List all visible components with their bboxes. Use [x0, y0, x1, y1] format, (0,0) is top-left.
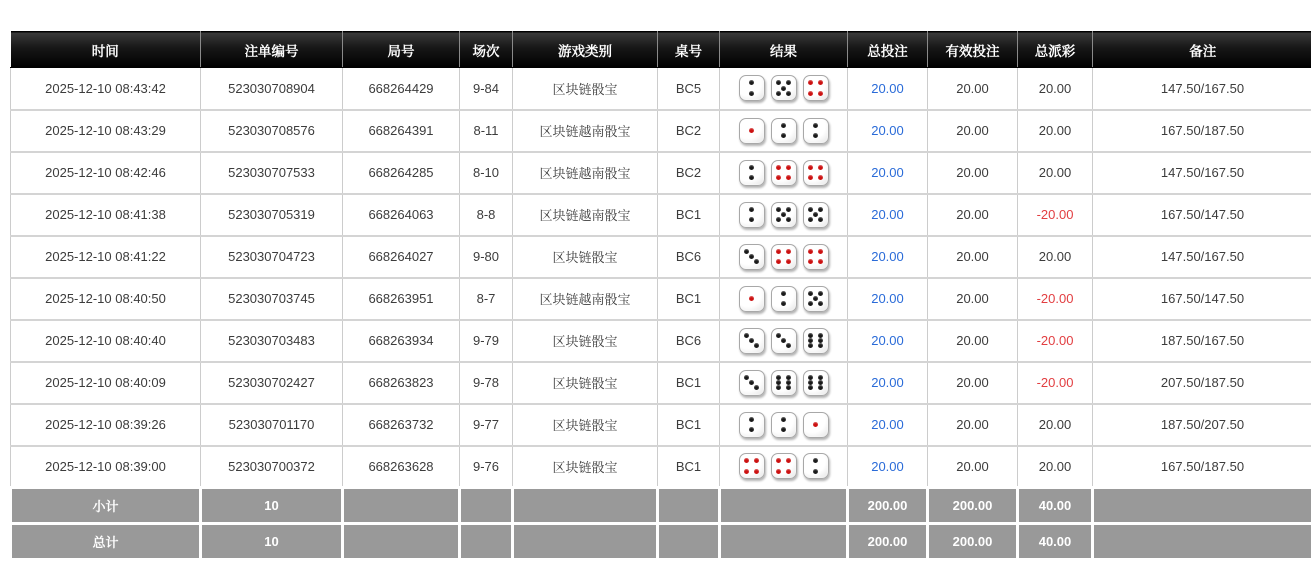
table-row: [11, 110, 1311, 152]
die-4-icon: [739, 453, 765, 479]
cell-bet-id: 523030700372: [201, 446, 343, 488]
cell-payout: -20.00: [1018, 362, 1093, 404]
table-row: [11, 194, 1311, 236]
die-4-icon: [803, 244, 829, 270]
cell-result: [720, 446, 848, 488]
cell-time: 2025-12-10 08:43:42: [11, 68, 201, 110]
summary-empty-round: [343, 488, 460, 524]
die-2-icon: [739, 75, 765, 101]
cell-table-no: BC1: [658, 362, 720, 404]
cell-round-id: 668263628: [343, 446, 460, 488]
summary-row: [11, 488, 1311, 524]
die-3-icon: [739, 370, 765, 396]
table-body: [11, 68, 1311, 488]
cell-result: [720, 320, 848, 362]
cell-session: 9-78: [460, 362, 513, 404]
total-bet-link[interactable]: 20.00: [871, 291, 904, 306]
dice-result: [723, 286, 844, 312]
cell-table-no: BC1: [658, 278, 720, 320]
cell-remark: 147.50/167.50: [1093, 152, 1311, 194]
cell-round-id: 668263951: [343, 278, 460, 320]
die-5-icon: [803, 286, 829, 312]
cell-game: 区块链骰宝: [513, 236, 658, 278]
cell-result: [720, 152, 848, 194]
col-header-session: 场次: [460, 32, 513, 68]
dice-result: [723, 160, 844, 186]
die-6-icon: [803, 328, 829, 354]
cell-table-no: BC5: [658, 68, 720, 110]
cell-session: 9-76: [460, 446, 513, 488]
cell-result: [720, 278, 848, 320]
cell-table-no: BC1: [658, 194, 720, 236]
die-2-icon: [771, 412, 797, 438]
cell-total-bet: [848, 362, 928, 404]
cell-valid-bet: 20.00: [928, 320, 1018, 362]
total-bet-link[interactable]: 20.00: [871, 333, 904, 348]
summary-label: 总计: [11, 524, 201, 560]
summary-empty-session: [460, 488, 513, 524]
die-2-icon: [739, 160, 765, 186]
cell-payout: 20.00: [1018, 152, 1093, 194]
cell-game: 区块链骰宝: [513, 320, 658, 362]
cell-bet-id: 523030702427: [201, 362, 343, 404]
summary-empty-game: [513, 488, 658, 524]
cell-result: [720, 110, 848, 152]
summary-count: 10: [201, 488, 343, 524]
dice-result: [723, 328, 844, 354]
summary-empty-session: [460, 524, 513, 560]
cell-time: 2025-12-10 08:39:26: [11, 404, 201, 446]
cell-payout: -20.00: [1018, 194, 1093, 236]
cell-valid-bet: 20.00: [928, 278, 1018, 320]
table-row: [11, 404, 1311, 446]
cell-result: [720, 236, 848, 278]
summary-payout: 40.00: [1018, 524, 1093, 560]
die-5-icon: [771, 75, 797, 101]
cell-bet-id: 523030703745: [201, 278, 343, 320]
cell-remark: 207.50/187.50: [1093, 362, 1311, 404]
cell-game: 区块链越南骰宝: [513, 278, 658, 320]
cell-payout: 20.00: [1018, 110, 1093, 152]
cell-valid-bet: 20.00: [928, 362, 1018, 404]
cell-total-bet: [848, 320, 928, 362]
cell-game: 区块链骰宝: [513, 404, 658, 446]
cell-time: 2025-12-10 08:43:29: [11, 110, 201, 152]
cell-table-no: BC2: [658, 152, 720, 194]
total-bet-link[interactable]: 20.00: [871, 207, 904, 222]
cell-payout: 20.00: [1018, 68, 1093, 110]
cell-round-id: 668263934: [343, 320, 460, 362]
table-row: [11, 236, 1311, 278]
cell-table-no: BC1: [658, 446, 720, 488]
header-row: [11, 32, 1311, 68]
cell-time: 2025-12-10 08:41:22: [11, 236, 201, 278]
summary-empty-table: [658, 524, 720, 560]
cell-valid-bet: 20.00: [928, 152, 1018, 194]
cell-remark: 147.50/167.50: [1093, 68, 1311, 110]
total-bet-link[interactable]: 20.00: [871, 458, 904, 474]
cell-round-id: 668264429: [343, 68, 460, 110]
cell-payout: -20.00: [1018, 320, 1093, 362]
die-3-icon: [739, 328, 765, 354]
table-header: [11, 32, 1311, 68]
cell-total-bet: [848, 236, 928, 278]
cell-result: [720, 194, 848, 236]
dice-result: [723, 244, 844, 270]
summary-empty-remark: [1093, 524, 1311, 560]
col-header-total-bet: 总投注: [848, 32, 928, 68]
cell-session: 9-77: [460, 404, 513, 446]
cell-valid-bet: 20.00: [928, 236, 1018, 278]
die-2-icon: [771, 286, 797, 312]
total-bet-link[interactable]: 20.00: [871, 417, 904, 432]
cell-time: 2025-12-10 08:42:46: [11, 152, 201, 194]
bet-records-table: [9, 31, 1311, 561]
cell-bet-id: 523030708576: [201, 110, 343, 152]
table-footer: [11, 488, 1311, 560]
dice-result: [723, 118, 844, 144]
die-2-icon: [739, 202, 765, 228]
cell-payout: 20.00: [1018, 446, 1093, 488]
total-bet-link[interactable]: 20.00: [871, 249, 904, 264]
cell-session: 9-79: [460, 320, 513, 362]
table-row: [11, 320, 1311, 362]
cell-bet-id: 523030707533: [201, 152, 343, 194]
die-1-icon: [739, 118, 765, 144]
die-2-icon: [739, 412, 765, 438]
die-4-icon: [803, 75, 829, 101]
summary-row: [11, 524, 1311, 560]
cell-result: [720, 68, 848, 110]
dice-result: [723, 75, 844, 101]
die-2-icon: [803, 118, 829, 144]
summary-empty-table: [658, 488, 720, 524]
summary-empty-remark: [1093, 488, 1311, 524]
cell-table-no: BC1: [658, 404, 720, 446]
summary-payout: 40.00: [1018, 488, 1093, 524]
die-4-icon: [771, 453, 797, 479]
die-1-icon: [803, 412, 829, 438]
cell-total-bet: [848, 194, 928, 236]
cell-round-id: 668263732: [343, 404, 460, 446]
cell-total-bet: [848, 404, 928, 446]
cell-payout: 20.00: [1018, 236, 1093, 278]
die-5-icon: [771, 202, 797, 228]
die-4-icon: [803, 160, 829, 186]
cell-session: 8-7: [460, 278, 513, 320]
cell-session: 8-10: [460, 152, 513, 194]
cell-total-bet: [848, 110, 928, 152]
dice-result: [723, 202, 844, 228]
cell-valid-bet: 20.00: [928, 194, 1018, 236]
cell-remark: 187.50/167.50: [1093, 320, 1311, 362]
col-header-result: 结果: [720, 32, 848, 68]
total-bet-link[interactable]: 20.00: [871, 375, 904, 390]
cell-round-id: 668263823: [343, 362, 460, 404]
cell-game: 区块链骰宝: [513, 362, 658, 404]
cell-game: 区块链骰宝: [513, 68, 658, 110]
cell-total-bet: [848, 446, 928, 488]
summary-empty-round: [343, 524, 460, 560]
cell-game: 区块链越南骰宝: [513, 194, 658, 236]
die-2-icon: [771, 118, 797, 144]
cell-valid-bet: 20.00: [928, 110, 1018, 152]
total-bet-link[interactable]: 20.00: [871, 165, 904, 180]
cell-bet-id: 523030704723: [201, 236, 343, 278]
cell-payout: 20.00: [1018, 404, 1093, 446]
cell-session: 8-11: [460, 110, 513, 152]
die-3-icon: [771, 328, 797, 354]
table-row: [11, 152, 1311, 194]
cell-valid-bet: 20.00: [928, 446, 1018, 488]
cell-session: 8-8: [460, 194, 513, 236]
table-row: [11, 362, 1311, 404]
die-3-icon: [739, 244, 765, 270]
die-6-icon: [803, 370, 829, 396]
cell-valid-bet: 20.00: [928, 68, 1018, 110]
dice-result: [723, 412, 844, 438]
cell-bet-id: 523030708904: [201, 68, 343, 110]
cell-result: [720, 362, 848, 404]
cell-total-bet: [848, 68, 928, 110]
cell-remark: 167.50/147.50: [1093, 194, 1311, 236]
cell-remark: 167.50/187.50: [1093, 446, 1311, 488]
summary-count: 10: [201, 524, 343, 560]
cell-bet-id: 523030705319: [201, 194, 343, 236]
die-2-icon: [803, 453, 829, 479]
summary-empty-result: [720, 488, 848, 524]
die-4-icon: [771, 160, 797, 186]
cell-remark: 167.50/147.50: [1093, 278, 1311, 320]
cell-round-id: 668264063: [343, 194, 460, 236]
cell-bet-id: 523030703483: [201, 320, 343, 362]
cell-remark: 187.50/207.50: [1093, 404, 1311, 446]
cell-session: 9-84: [460, 68, 513, 110]
die-4-icon: [771, 244, 797, 270]
dice-result: [723, 370, 844, 396]
cell-table-no: BC2: [658, 110, 720, 152]
die-6-icon: [771, 370, 797, 396]
cell-valid-bet: 20.00: [928, 404, 1018, 446]
cell-table-no: BC6: [658, 236, 720, 278]
die-5-icon: [803, 202, 829, 228]
table-row: [11, 446, 1311, 488]
cell-game: 区块链骰宝: [513, 446, 658, 488]
col-header-payout: 总派彩: [1018, 32, 1093, 68]
cell-game: 区块链越南骰宝: [513, 110, 658, 152]
col-header-table-no: 桌号: [658, 32, 720, 68]
col-header-game: 游戏类别: [513, 32, 658, 68]
summary-empty-result: [720, 524, 848, 560]
table-row: [11, 278, 1311, 320]
total-bet-link[interactable]: 20.00: [871, 80, 904, 96]
cell-time: 2025-12-10 08:40:40: [11, 320, 201, 362]
cell-result: [720, 404, 848, 446]
cell-remark: 167.50/187.50: [1093, 110, 1311, 152]
col-header-remark: 备注: [1093, 32, 1311, 68]
cell-time: 2025-12-10 08:41:38: [11, 194, 201, 236]
die-1-icon: [739, 286, 765, 312]
summary-label: 小计: [11, 488, 201, 524]
summary-total-bet: 200.00: [848, 488, 928, 524]
total-bet-link[interactable]: 20.00: [871, 123, 904, 138]
cell-game: 区块链越南骰宝: [513, 152, 658, 194]
summary-valid-bet: 200.00: [928, 488, 1018, 524]
col-header-round-id: 局号: [343, 32, 460, 68]
cell-round-id: 668264285: [343, 152, 460, 194]
cell-session: 9-80: [460, 236, 513, 278]
cell-table-no: BC6: [658, 320, 720, 362]
cell-round-id: 668264027: [343, 236, 460, 278]
cell-remark: 147.50/167.50: [1093, 236, 1311, 278]
cell-total-bet: [848, 278, 928, 320]
col-header-time: 时间: [11, 32, 201, 68]
cell-total-bet: [848, 152, 928, 194]
col-header-valid-bet: 有效投注: [928, 32, 1018, 68]
cell-round-id: 668264391: [343, 110, 460, 152]
cell-time: 2025-12-10 08:40:50: [11, 278, 201, 320]
cell-time: 2025-12-10 08:39:00: [11, 446, 201, 488]
summary-valid-bet: 200.00: [928, 524, 1018, 560]
summary-total-bet: 200.00: [848, 524, 928, 560]
col-header-bet-id: 注单编号: [201, 32, 343, 68]
cell-time: 2025-12-10 08:40:09: [11, 362, 201, 404]
cell-bet-id: 523030701170: [201, 404, 343, 446]
dice-result: [723, 453, 844, 479]
table-row: [11, 68, 1311, 110]
cell-payout: -20.00: [1018, 278, 1093, 320]
summary-empty-game: [513, 524, 658, 560]
